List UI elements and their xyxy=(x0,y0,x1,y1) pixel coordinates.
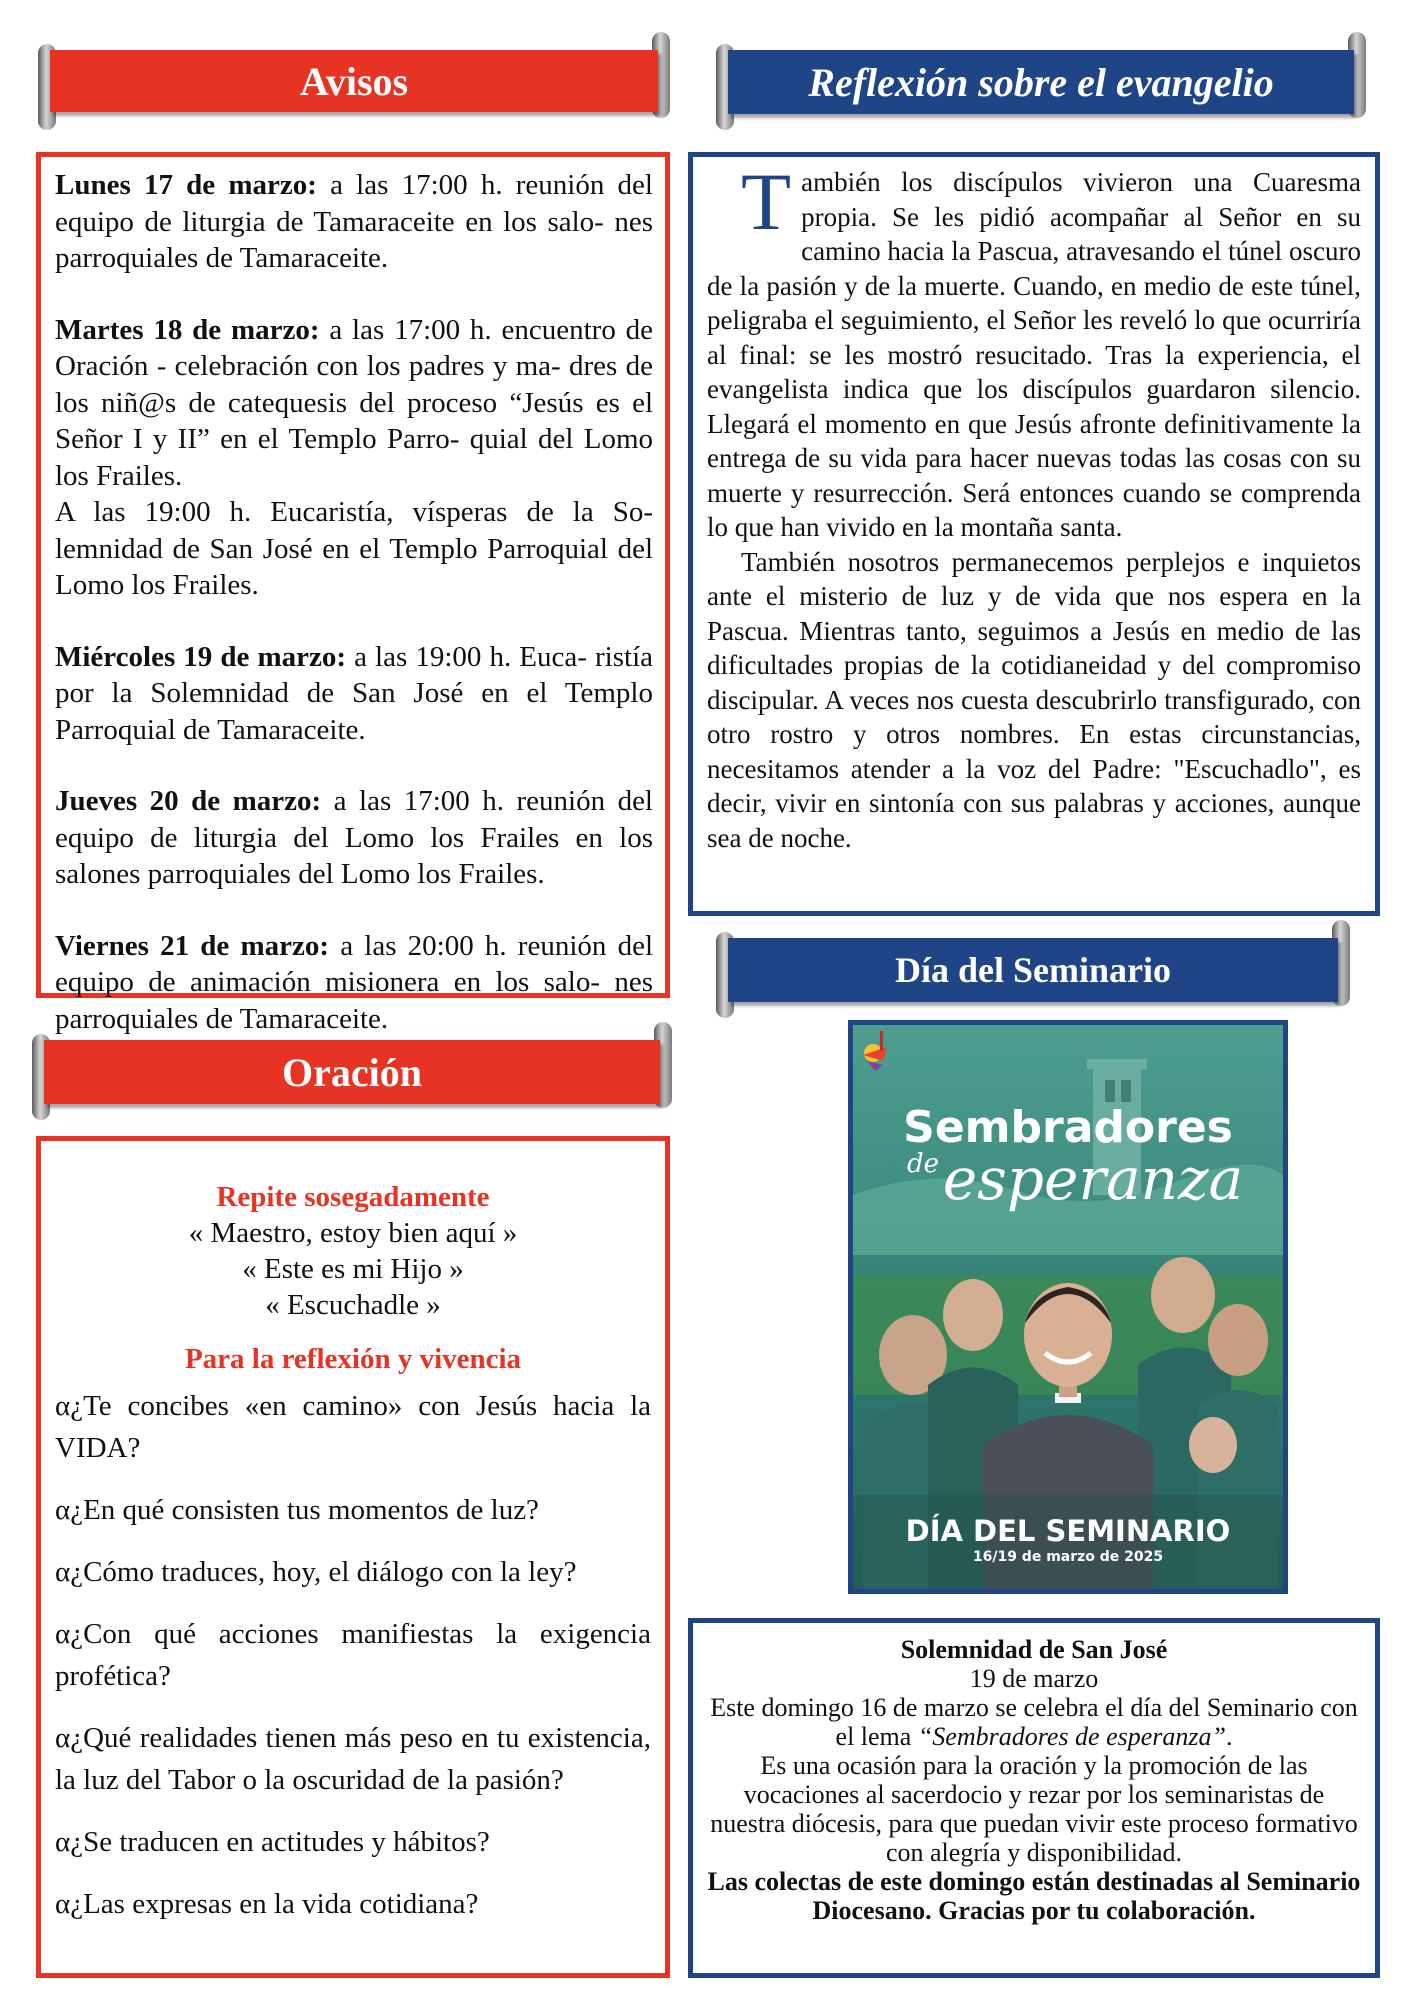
question-item: α¿En qué consisten tus momentos de luz? xyxy=(55,1494,539,1526)
repite-line: « Maestro, estoy bien aquí » xyxy=(188,1217,518,1249)
diocese-logo xyxy=(863,1031,887,1071)
question-item: α¿Las expresas en la vida cotidiana? xyxy=(55,1888,479,1920)
poster-title: Sembradores xyxy=(903,1102,1233,1153)
question-item: α¿Qué realidades tienen más peso en tu existencia, la luz del Tabor o la oscuridad de la pasión? xyxy=(55,1722,651,1796)
sanjose-date: 19 de marzo xyxy=(969,1664,1099,1693)
question-item: α¿Cómo traduces, hoy, el diálogo con la ley? xyxy=(55,1556,577,1588)
seminario-poster xyxy=(848,1020,1288,1594)
oracion-title: Oración xyxy=(282,1049,422,1095)
repite-line: « Escuchadle » xyxy=(265,1289,441,1321)
sanjose-panel xyxy=(688,1618,1380,1978)
poster-title-esperanza: esperanza xyxy=(942,1145,1244,1213)
aviso-viernes: Viernes 21 de marzo: a las 20:00 h. reunión del equipo de animación misionera en los salo- nes parroquiales de Tamaraceite. xyxy=(55,929,654,1035)
avisos-panel xyxy=(36,152,670,1035)
repite-line: « Este es mi Hijo » xyxy=(242,1253,464,1285)
seminario-banner xyxy=(716,920,1350,1020)
reflexion-para-2: También nosotros permanecemos perplejos e inquietos ante el misterio de luz y de vida que nos espera en la Pascua. Mientras tanto, seguimos a Jesús en medio de las dificultades propias de la cotidianeidad y del compromiso discipular. A veces nos cuesta descubrirlo transfigurado, con otro rostro y otros nombres. En estas circunstancias, necesitamos atender a la voz del Padre: "Escuchadlo", es decir, vivir en sintonía con sus palabras y acciones, aunque sea de noche. xyxy=(707,546,1361,853)
dropcap-letter: T xyxy=(741,156,792,247)
sanjose-title: Solemnidad de San José xyxy=(900,1635,1168,1664)
poster-dates: 16/19 de marzo de 2025 xyxy=(972,1549,1164,1565)
aviso-lunes: Lunes 17 de marzo: a las 17:00 h. reunión del equipo de liturgia de Tamaraceite en los salo- nes parroquiales de Tamaraceite. xyxy=(55,169,653,274)
aviso-martes: Martes 18 de marzo: a las 17:00 h. encuentro de Oración - celebración con los padres y ma- dres de los niñ@s de catequesis del proceso “Jesús es el Señor I y II” en el Templo Parro- quial del Lomo los Frailes. A las 19:00 h. Eucaristía, vísperas de la So- lemnidad de San José en el Templo Parroquial del Lomo los Frailes. xyxy=(55,313,654,601)
oracion-banner xyxy=(32,1022,672,1122)
poster-title-de: de xyxy=(907,1149,940,1179)
reflexion-panel xyxy=(688,152,1380,916)
reflexion-vivencia-heading: Para la reflexión y vivencia xyxy=(184,1343,522,1375)
question-item: α¿Te concibes «en camino» con Jesús hacia la VIDA? xyxy=(55,1390,651,1464)
seminario-title: Día del Seminario xyxy=(895,950,1171,990)
aviso-jueves: Jueves 20 de marzo: a las 17:00 h. reunión del equipo de liturgia del Lomo los Frailes en los salones parroquiales del Lomo los Frailes. xyxy=(55,785,653,890)
reflexion-banner xyxy=(716,32,1366,132)
sanjose-text-2: Es una ocasión para la oración y la promoción de las vocaciones al sacerdocio y rezar por los seminaristas de nuestra diócesis, para que puedan vivir este proceso formativo con alegría y disponibilidad. xyxy=(710,1751,1358,1867)
avisos-banner xyxy=(38,32,670,130)
reflexion-title: Reflexión sobre el evangelio xyxy=(808,59,1274,105)
poster-footer: DÍA DEL SEMINARIO xyxy=(905,1514,1231,1548)
question-item: α¿Se traducen en actitudes y hábitos? xyxy=(55,1826,490,1858)
repite-heading: Repite sosegadamente xyxy=(216,1181,490,1213)
reflexion-para-1: También los discípulos vivieron una Cuaresma propia. Se les pidió acompañar al Señor en su camino hacia la Pascua, atravesando el túnel oscuro de la pasión y de la muerte. Cuando, en medio de este túnel, peligraba el seguimiento, el Señor les reveló lo que ocurriría al final: se les mostró resucitado. Tras la experiencia, el evangelista indica que los discípulos guardaron silencio. Llegará el momento en que Jesús afronte definitivamente la entrega de su vida para hacer nuevas todas las cosas con su muerte y resurrección. Será entonces cuando se comprenda lo que han vivido en la montaña santa. xyxy=(707,156,1361,542)
oracion-panel xyxy=(36,1136,670,1978)
aviso-miercoles: Miércoles 19 de marzo: a las 19:00 h. Euca- ristía por la Solemnidad de San José en el Templo Parroquial de Tamaraceite. xyxy=(55,640,654,746)
sanjose-text-1: Este domingo 16 de marzo se celebra el día del Seminario con el lema “Sembradores de esperanza”. xyxy=(710,1693,1358,1751)
sanjose-text-3: Las colectas de este domingo están destinadas al Seminario Diocesano. Gracias por tu colaboración. xyxy=(707,1867,1361,1925)
avisos-title: Avisos xyxy=(299,58,409,104)
question-item: α¿Con qué acciones manifiestas la exigencia profética? xyxy=(55,1618,651,1692)
